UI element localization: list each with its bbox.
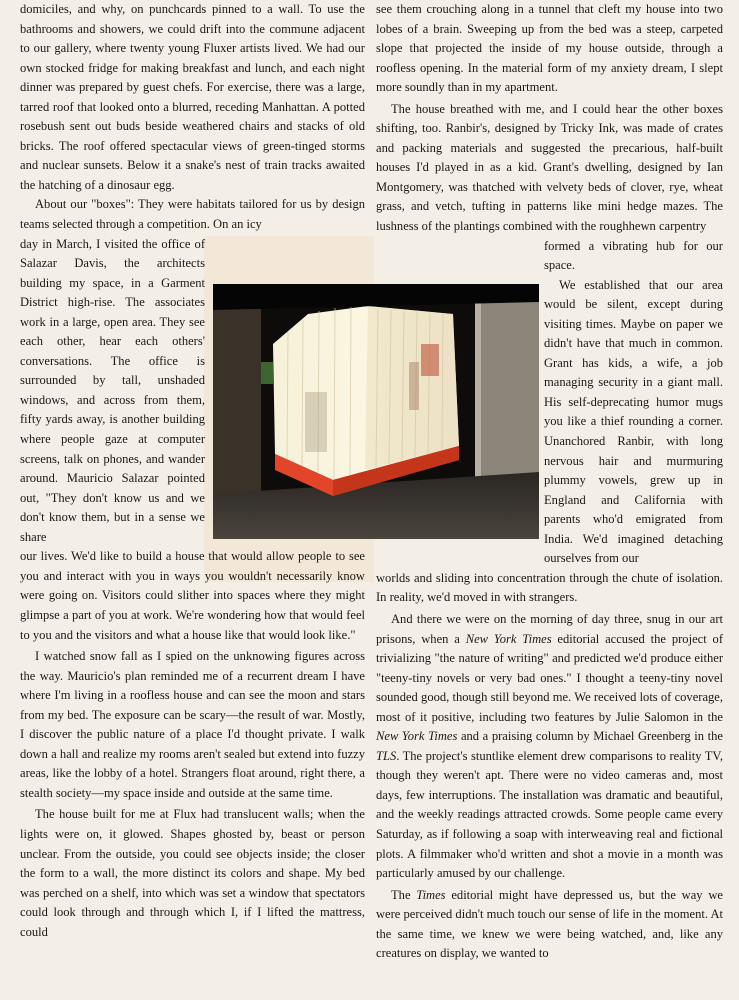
installation-photo: [213, 284, 539, 539]
times-title: Times: [416, 887, 446, 902]
left-paragraph-2-top: About our "boxes": They were habitats tailored for us by design teams selected through a competition. On an icy: [20, 197, 365, 232]
right-paragraph-1: see them crouching along in a tunnel that cleft my house into two lobes of a brain. Sweeping up from the bed was a steep, carpeted slope that projected the inside of my house outside, through a roofless opening. In the material form of my anxiety dream, I slept more soundly than in my apartment.: [376, 2, 723, 95]
left-paragraph-4: The house built for me at Flux had translucent walls; when the lights were on, it glowed. Shapes ghosted by, beast or person unclear. From the outside, you could see objects inside; the closer the form to a wall, the more distinct its colors and shape. My bed was perched on a shelf, into which was set a window that spectators could look through and through which I, if I lifted the mattress, could: [20, 807, 365, 939]
left-paragraph-2-rest: our lives. We'd like to build a house that would allow people to see you and interact with you in ways you wouldn't necessarily know were going on. Visitors could slither into spaces where they might glimpse a part of you at work. We're wondering how that would feel to you and the visitors and what a house like that would look like.": [20, 549, 365, 642]
right-paragraph-3-wrapped: We established that our area would be silent, except during visiting times. Maybe on paper we didn't have that much in common. Grant has kids, a wife, a job managing security in a giant mall. His self-deprecating humor mugs you like a thief rounding a corner. Unanchored Ranbir, with long nervous hair and murmuring plummy vowels, grew up in England and California with parents who'd emigrated from India. We'd imagined detaching ourselves from our: [544, 277, 723, 566]
right-paragraph-2-top: The house breathed with me, and I could hear the other boxes shifting, too. Ranbir's, designed by Tricky Ink, was made of crates and packing materials and suggested the precarious, half-built houses I'd played in as a kid. Grant's dwelling, designed by Ian Montgomery, was thatched with velvety beds of clover, rye, wheat grass, and vetch, tufting in patterns like mini hedge mazes. The lushness of the plantings combined with the roughhewn carpentry: [376, 101, 723, 234]
right-paragraph-2-wrapped: formed a vibrating hub for our space.: [544, 238, 723, 273]
right-paragraph-3-rest: worlds and sliding into concentration through the chute of isolation. In reality, we'd moved in with strangers.: [376, 570, 723, 605]
tls-title: TLS: [376, 748, 397, 763]
left-paragraph-2-wrapped: day in March, I visited the office of Salazar Davis, the architects building my space, in a Garment District high-rise. The associates work in a large, open area. They see each other, hear each others' conversations. The office is surrounded by tall, unshaded windows, and across from them, fifty yards away, is another building where people gaze at computer screens, talk on phones, and wander around. Mauricio Salazar pointed out, "They don't know us and we don't know them, but in a sense we share: [20, 236, 205, 544]
right-paragraph-4: And there we were on the morning of day three, snug in our art prisons, when a New York Times editorial accused the project of trivializing "the nature of writing" and predicted we'd produce either "teeny-tiny novels or very bad ones." I thought a teeny-tiny novel sounded good, though still beyond me. We received lots of coverage, most of it positive, including two features by Julie Salomon in the New York Times and a praising column by Michael Greenberg in the TLS. The project's stuntlike element drew comparisons to reality TV, though they weren't apt. There were no video cameras and, most days, few interruptions. The installation was dramatic and beautiful, and the weekly readings attracted crowds. Some people came every Saturday, as if following a soap with interweaving real and fictional plots. A filmmaker who'd written and shot a movie in a month was particularly amused by our challenge.: [376, 611, 723, 881]
left-paragraph-1: domiciles, and why, on punchcards pinned to a wall. To use the bathrooms and showers, we could drift into the commune adjacent to our gallery, where twenty young Fluxer artists lived. We had our own stocked fridge for making breakfast and lunch, and each night dinner was prepared by guest chefs. For exercise, there was a large, tarred roof that looked onto a blurred, receding Manhattan. A potted rosebush sent out buds beside weathered chairs and stacks of old bricks. The roof offered spectacular views of green-tinged storms and nuclear sunsets. Below it a snake's nest of train tracks awaited the hatching of a dinosaur egg.: [20, 2, 365, 192]
right-paragraph-5: The Times editorial might have depressed us, but the way we were perceived didn't much touch our sense of life in the moment. At the same time, we knew we were being watched, and, like any creatures on display, we wanted to: [376, 887, 723, 961]
nyt-title-2: New York Times: [376, 729, 458, 744]
left-paragraph-3: I watched snow fall as I spied on the unknowing figures across the way. Mauricio's plan reminded me of a recurrent dream I have where I'm living in a roofless house and can see the moon and stars from my bed. The exposure can be scary—the result of war. Mostly, I discover the public nature of a place I'd thought private. I walk down a hall and realize my rooms aren't sealed but extend into fuzzy areas, like the lobby of a hotel. Strangers float around, right there, a stealth society—my space inside and outside at the same time.: [20, 649, 365, 800]
nyt-title-1: New York Times: [465, 631, 552, 646]
